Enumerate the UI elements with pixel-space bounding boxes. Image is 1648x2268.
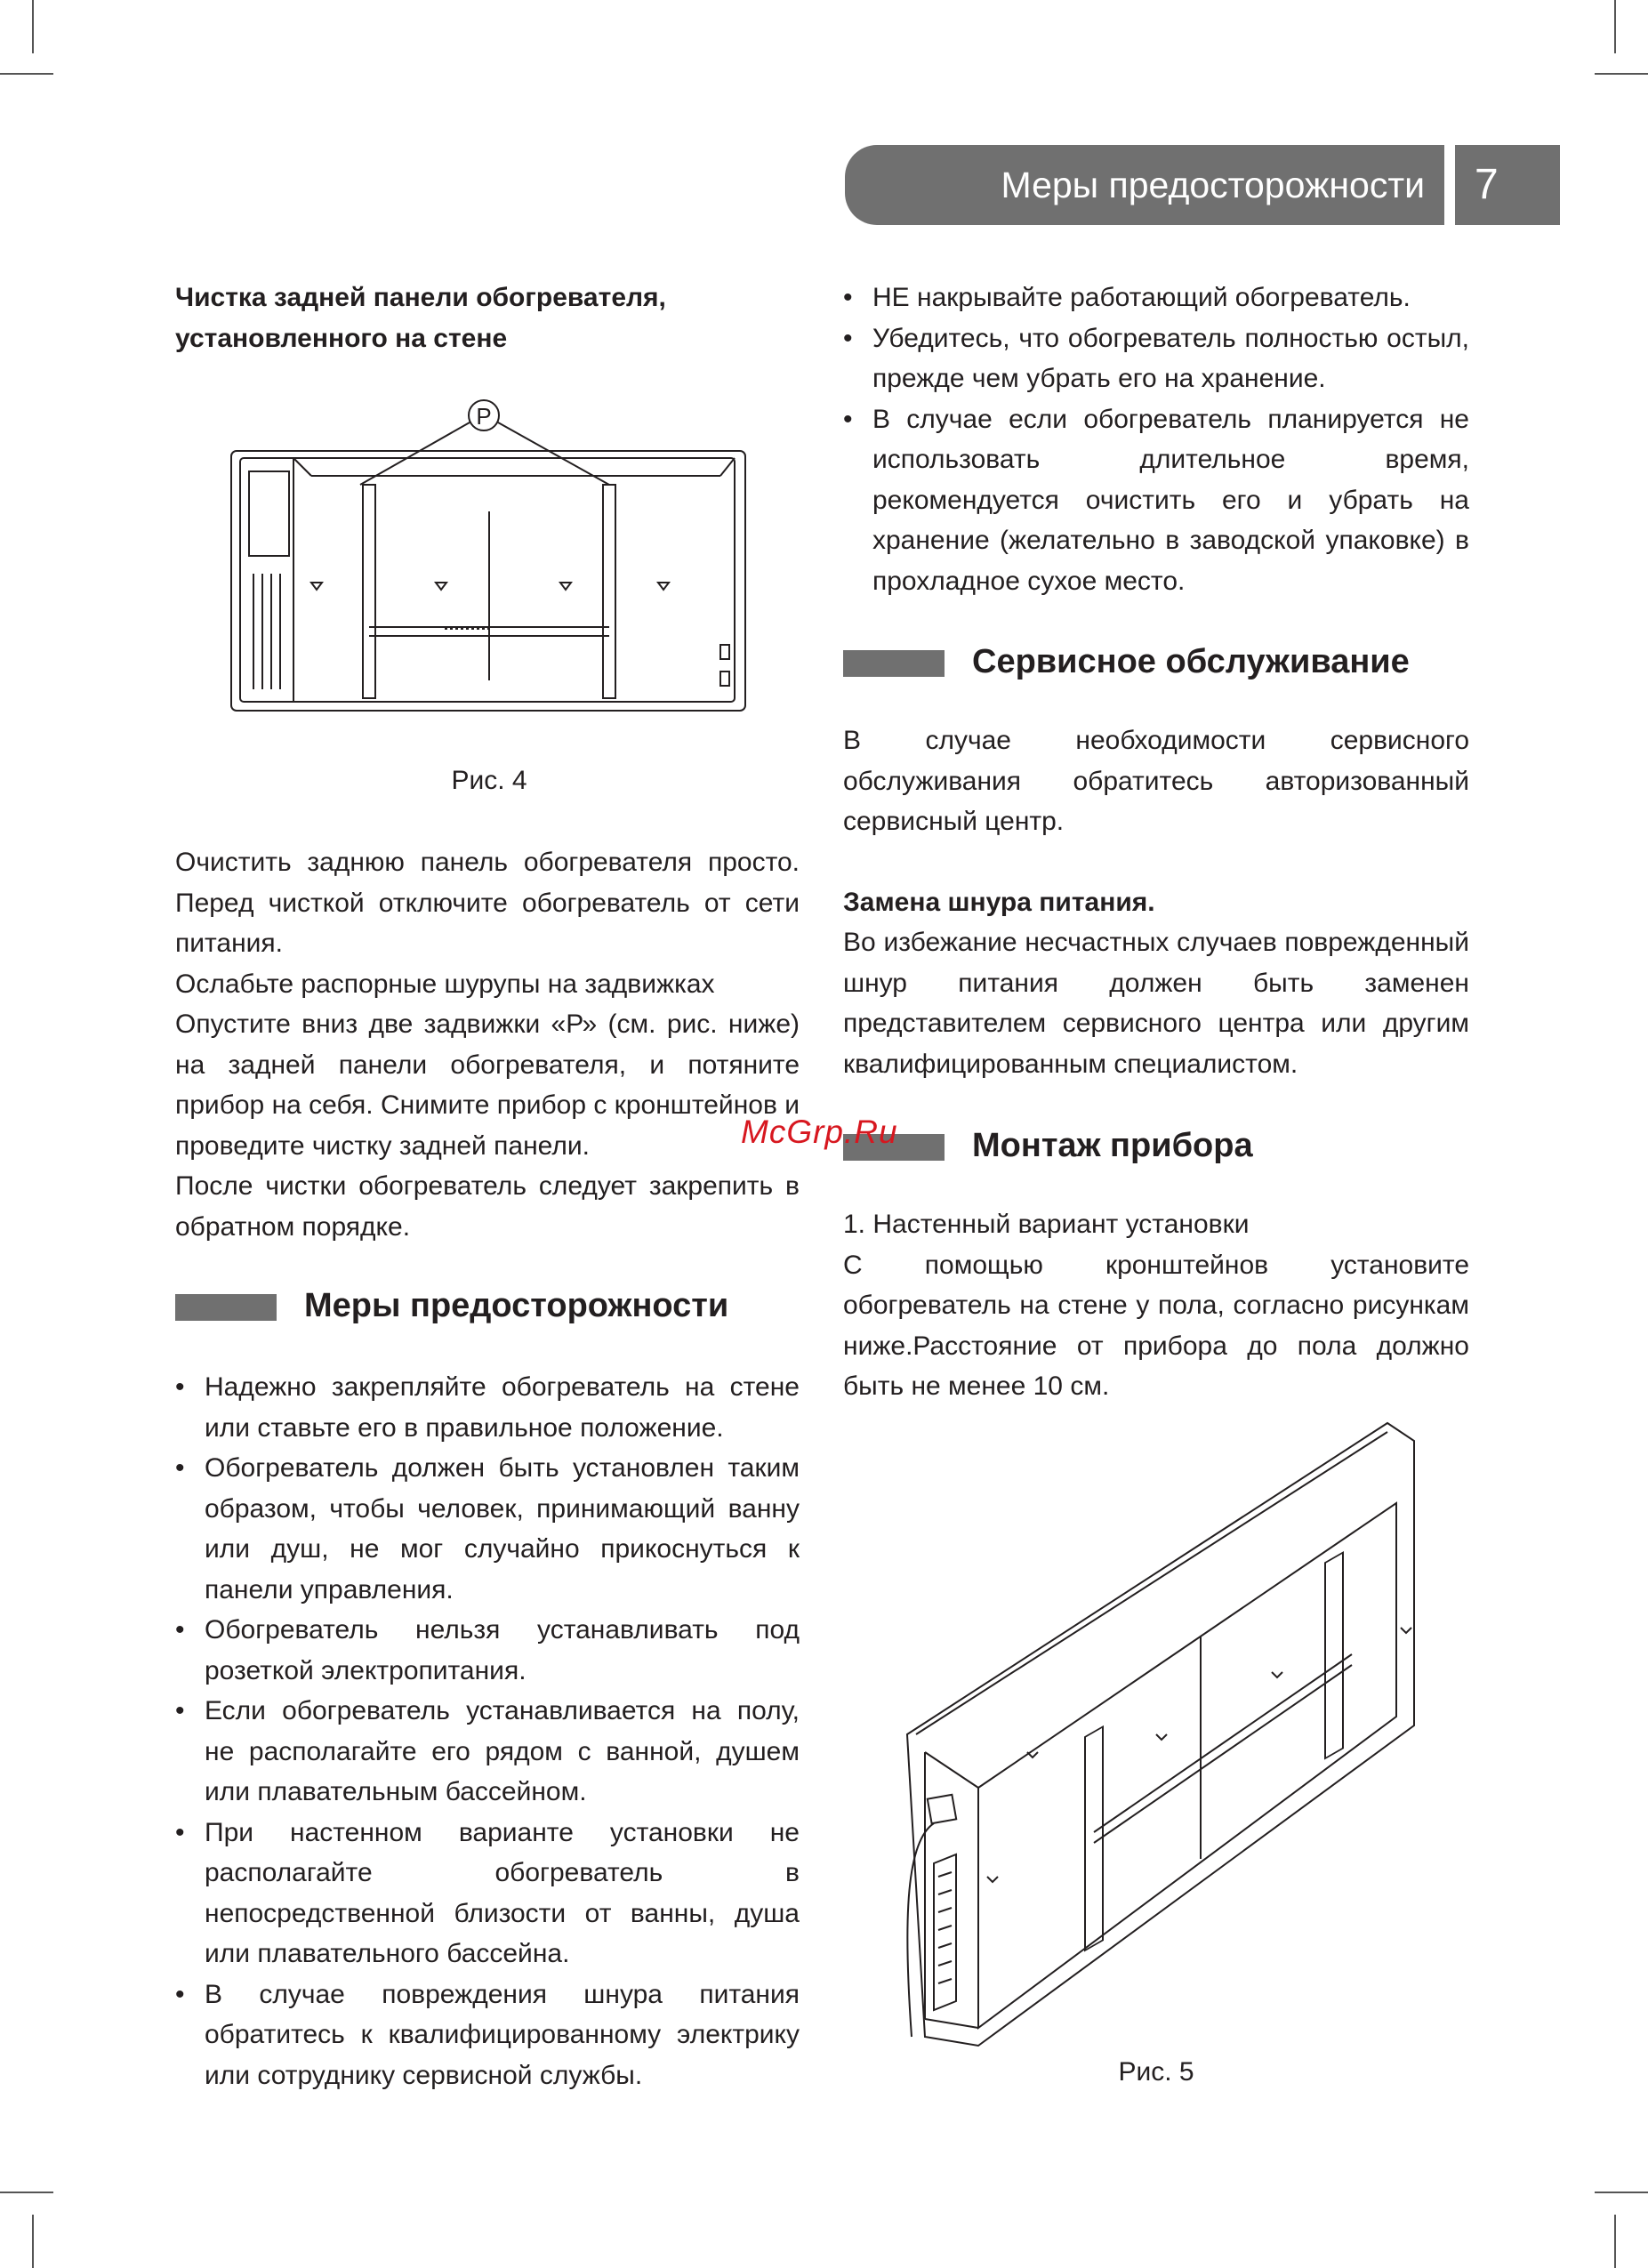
crop-mark xyxy=(1595,73,1648,75)
section-title-service xyxy=(843,637,1469,687)
watermark: McGrp.Ru xyxy=(741,1114,898,1150)
mounting-block xyxy=(843,1204,1469,1407)
crop-mark xyxy=(1595,2192,1648,2193)
paragraph: Очистить заднюю панель обогревателя просто. Перед чисткой отключите обогреватель от сети питания. xyxy=(175,848,800,958)
paragraph: Ослабьте распорные шурупы на задвижках xyxy=(175,969,715,999)
list-item: • Если обогреватель устанавливается на полу, не располагайте его рядом с ванной, душем или плавательным бассейном. xyxy=(175,1691,800,1813)
list-item: • Убедитесь, что обогреватель полностью остыл, прежде чем убрать его на хранение. xyxy=(843,318,1469,399)
list-item: • Надежно закрепляйте обогреватель на стене или ставьте его в правильное положение. xyxy=(175,1367,800,1448)
storage-list xyxy=(843,277,1469,601)
list-item: • НЕ накрывайте работающий обогреватель. xyxy=(843,277,1469,318)
figure-5-heater-perspective xyxy=(889,1414,1441,2055)
paragraph: С помощью кронштейнов установите обогреватель на стене у пола, согласно рисункам ниже.Расстояние от прибора до пола должно быть не менее 10 см. xyxy=(843,1250,1469,1401)
subheading-cleaning xyxy=(175,277,816,358)
figure-5-caption: Рис. 5 xyxy=(1118,2057,1194,2087)
list-item: • При настенном варианте установки не располагайте обогреватель в непосредственной близости от ванны, душа или плавательного бассейна. xyxy=(175,1813,800,1974)
paragraph: 1. Настенный вариант установки xyxy=(843,1210,1250,1239)
section-marker xyxy=(175,1294,277,1321)
section-title-text: Сервисное обслуживание xyxy=(972,643,1410,680)
crop-mark xyxy=(32,0,34,53)
paragraph: В случае необходимости сервисного обслуживания обратитесь авторизованный сервисный центр. xyxy=(843,726,1469,836)
section-title-mounting xyxy=(843,1121,1469,1170)
crop-mark xyxy=(0,73,53,75)
figure-4-caption: Рис. 4 xyxy=(451,766,527,795)
cleaning-paragraphs xyxy=(175,842,800,1247)
list-item: • Обогреватель нельзя устанавливать под розеткой электропитания. xyxy=(175,1610,800,1691)
cord-subheading: Замена шнура питания. xyxy=(843,887,1155,917)
figure-4-heater-back xyxy=(222,396,756,716)
service-block xyxy=(843,720,1469,1084)
precautions-list xyxy=(175,1367,800,2095)
fig4-label: P xyxy=(476,403,492,430)
page-header-title: Меры предосторожности xyxy=(845,145,1444,225)
crop-mark xyxy=(0,2192,53,2193)
subheading-line: Чистка задней панели обогревателя, xyxy=(175,283,666,312)
subheading-line: установленного на стене xyxy=(175,323,508,353)
list-item: • В случае повреждения шнура питания обратитесь к квалифицированному электрику или сотруднику сервисной службы. xyxy=(175,1974,800,2096)
list-item: • Обогреватель должен быть установлен таким образом, чтобы человек, принимающий ванну или душ, не мог случайно прикоснуться к панели управления. xyxy=(175,1448,800,1610)
section-marker xyxy=(843,650,945,677)
crop-mark xyxy=(1614,2215,1616,2268)
crop-mark xyxy=(32,2215,34,2268)
page-number: 7 xyxy=(1455,145,1560,225)
section-title-text: Монтаж прибора xyxy=(972,1127,1253,1164)
paragraph: После чистки обогреватель следует закрепить в обратном порядке. xyxy=(175,1171,800,1242)
section-title-text: Меры предосторожности xyxy=(304,1287,729,1324)
list-item: • В случае если обогреватель планируется не использовать длительное время, рекомендуется очистить его и убрать на хранение (желательно в заводской упаковке) в прохладное сухое место. xyxy=(843,399,1469,602)
crop-mark xyxy=(1614,0,1616,53)
paragraph: Опустите вниз две задвижки «Р» (см. рис. ниже) на задней панели обогревателя, и потяните прибор на себя. Снимите прибор с кронштейнов и проведите чистку задней панели. xyxy=(175,1009,800,1161)
section-title-precautions xyxy=(175,1281,798,1331)
paragraph: Во избежание несчастных случаев поврежденный шнур питания должен быть заменен представителем сервисного центра или другим квалифицированным специалистом. xyxy=(843,928,1469,1079)
